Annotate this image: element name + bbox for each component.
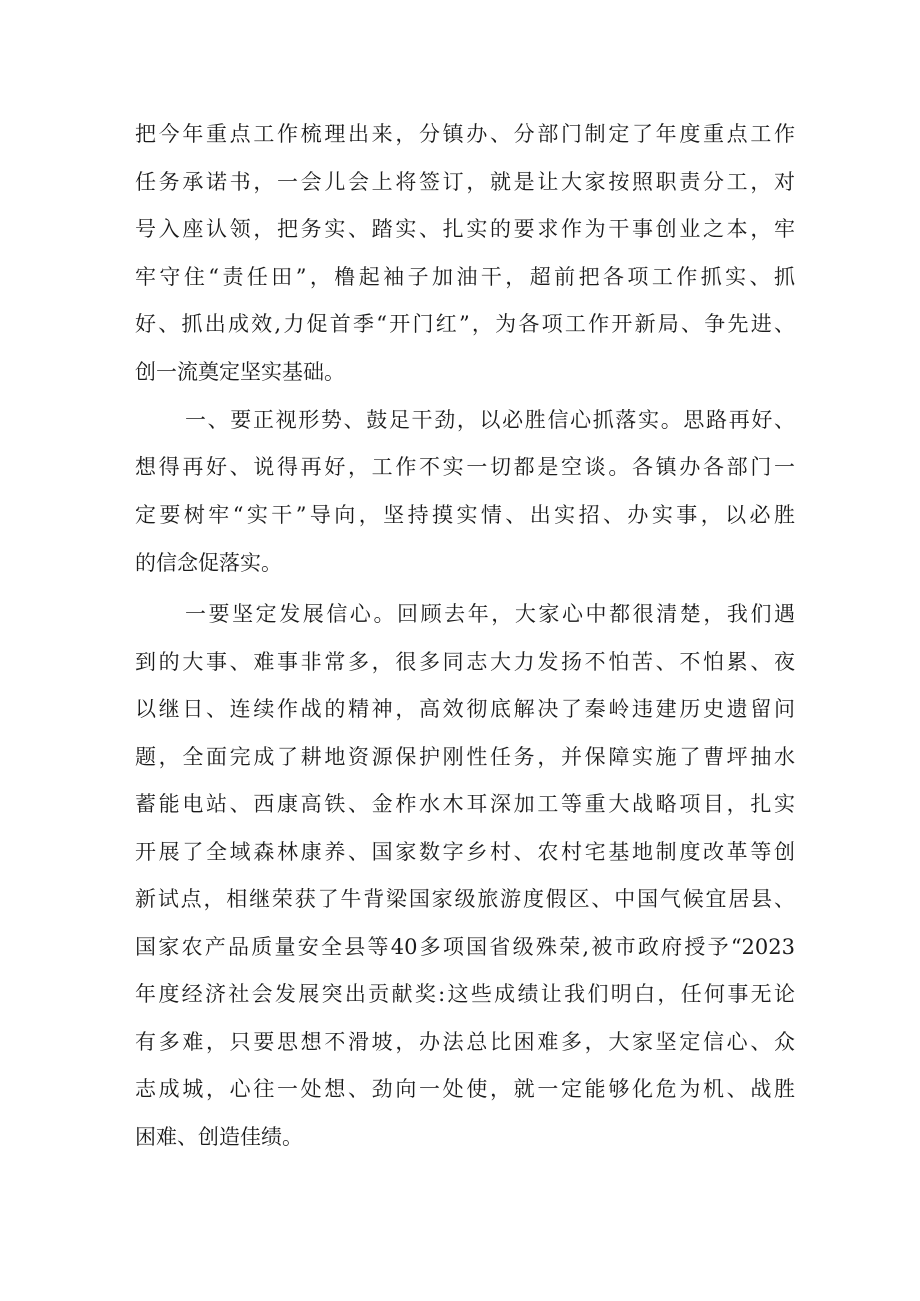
- text-line: 志成城，心往一处想、劲向一处使，就一定能够化危为机、战胜: [135, 1077, 795, 1101]
- text-line: 想得再好、说得再好，工作不实一切都是空谈。各镇办各部门一: [135, 455, 795, 479]
- text-line: 到的大事、难事非常多，很多同志大力发扬不怕苦、不怕累、夜: [135, 650, 795, 674]
- text-line: 题，全面完成了耕地资源保护刚性任务，并保障实施了曹坪抽水: [135, 745, 795, 769]
- text-line: 把今年重点工作梳理出来，分镇办、分部门制定了年度重点工作: [135, 122, 795, 146]
- text-line: 有多难，只要思想不滑坡，办法总比困难多，大家坚定信心、众: [135, 1030, 795, 1054]
- text-line: 新试点，相继荣获了牛背梁国家级旅游度假区、中国气候宜居县、: [135, 887, 795, 911]
- text-line: 的信念促落实。: [135, 551, 282, 575]
- text-line: 任务承诺书，一会儿会上将签订，就是让大家按照职责分工，对: [135, 170, 795, 194]
- text-line: 号入座认领，把务实、踏实、扎实的要求作为干事创业之本，牢: [135, 217, 795, 241]
- paragraph-first-line: 一要坚定发展信心。回顾去年，大家心中都很清楚，我们遇: [185, 602, 795, 626]
- paragraph-heading-line: 一、要正视形势、鼓足干劲，以必胜信心抓落实。思路再好、: [185, 408, 795, 432]
- text-line: 好、抓出成效,力促首季“开门红”，为各项工作开新局、争先进、: [135, 312, 795, 336]
- text-line: 困难、创造佳绩。: [135, 1125, 303, 1149]
- text-line: 创一流奠定坚实基础。: [135, 360, 345, 384]
- text-line: 年度经济社会发展突出贡献奖:这些成绩让我们明白，任何事无论: [135, 982, 795, 1006]
- text-line: 定要树牢“实干”导向，坚持摸实情、出实招、办实事，以必胜: [135, 503, 795, 527]
- text-line: 蓄能电站、西康高铁、金柞水木耳深加工等重大战略项目，扎实: [135, 792, 795, 816]
- text-line: 开展了全域森林康养、国家数字乡村、农村宅基地制度改革等创: [135, 840, 795, 864]
- text-line: 以继日、连续作战的精神，高效彻底解决了秦岭违建历史遗留问: [135, 697, 795, 721]
- text-line: 牢守住“责任田”，橹起袖子加油干，超前把各项工作抓实、抓: [135, 265, 795, 289]
- text-line: 国家农产品质量安全县等40多项国省级殊荣,被市政府授予“2023: [135, 935, 795, 959]
